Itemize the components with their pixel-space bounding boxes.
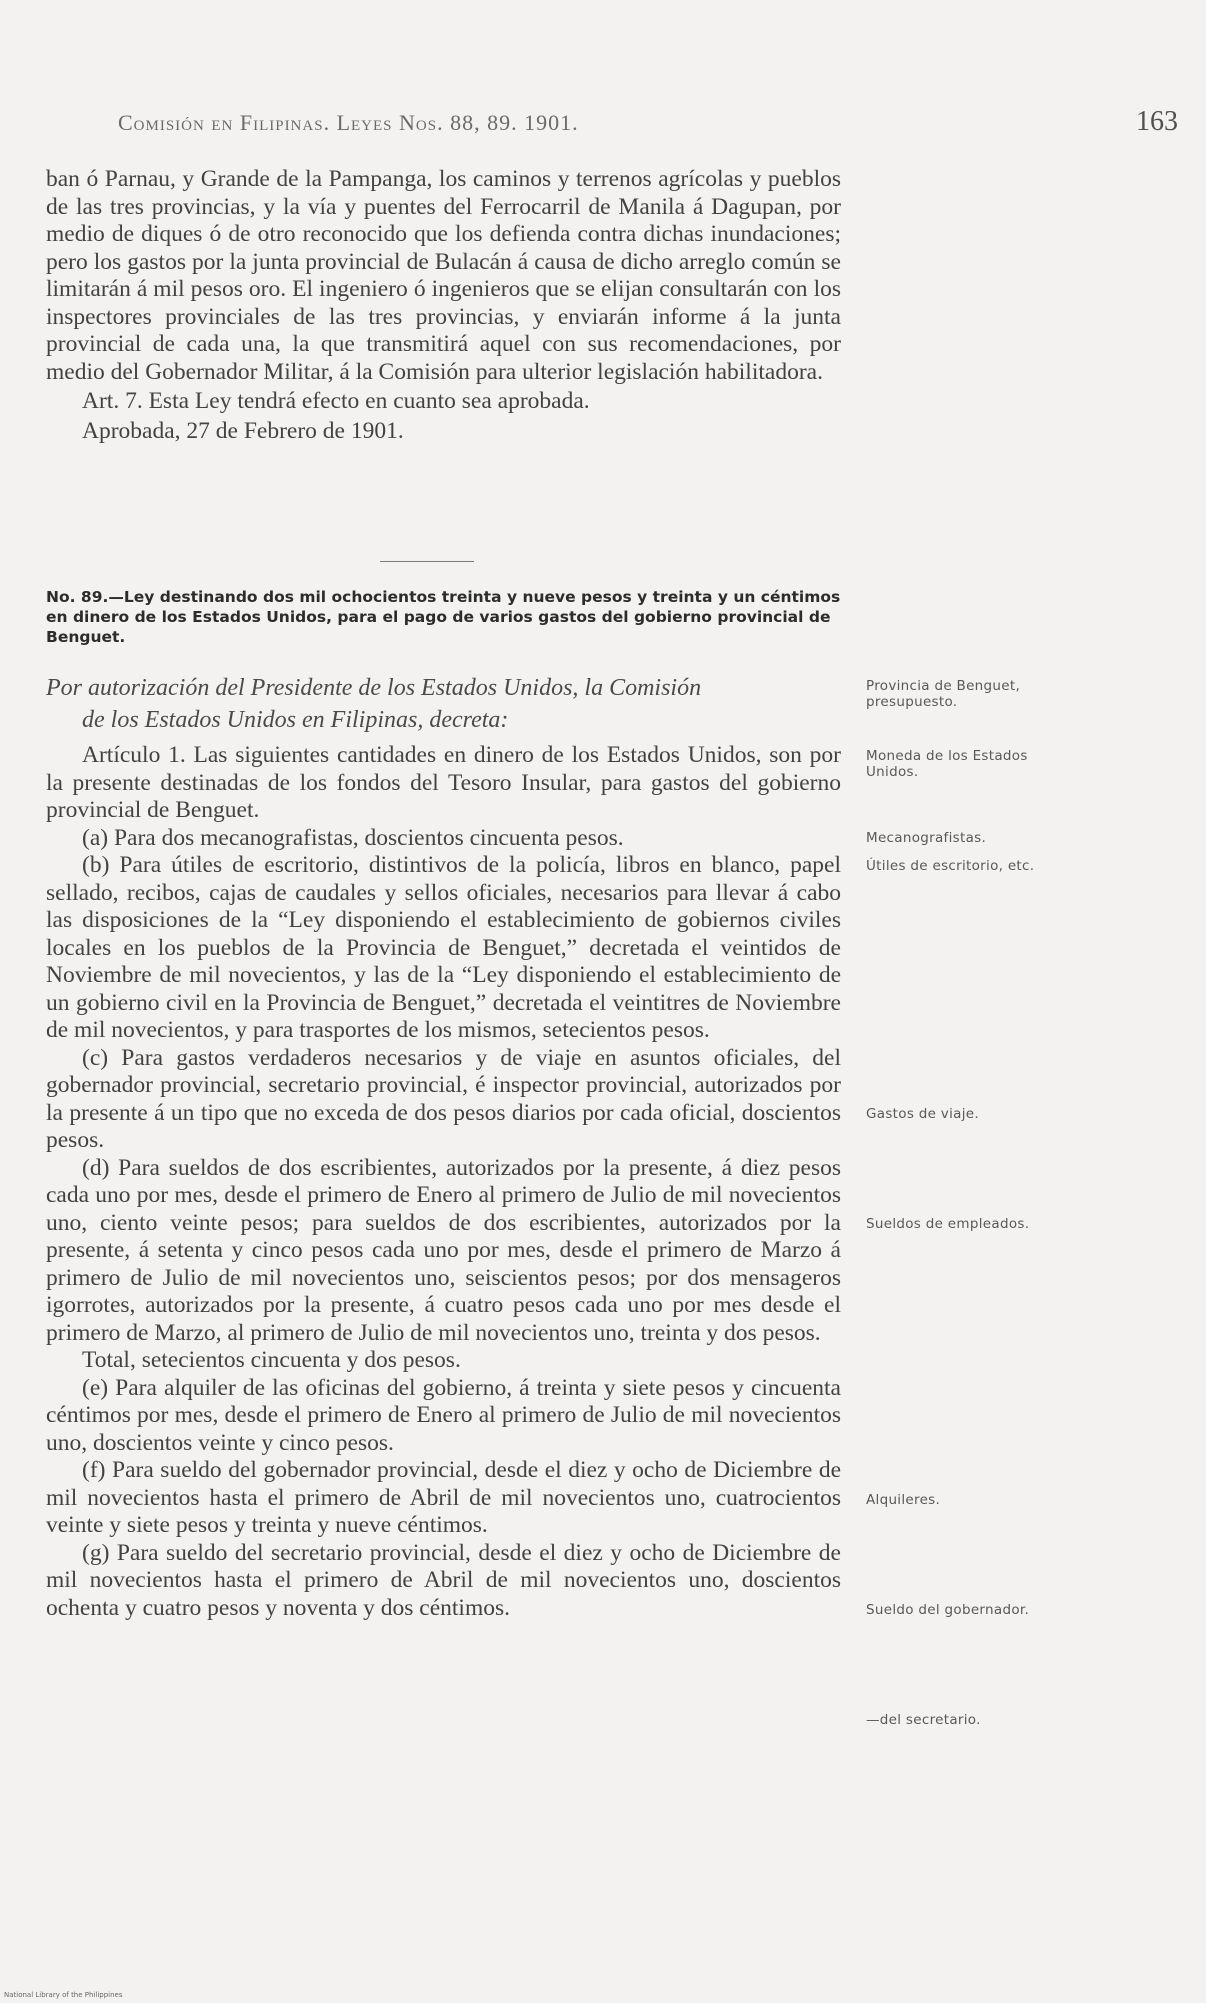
margin-note-alquileres: Alquileres. bbox=[866, 1492, 941, 1508]
item-d: (d) Para sueldos de dos escribientes, autorizados por la presente, á diez pesos cada uno por mes, desde el primero de Enero al primero de Julio de mil novecientos uno, ciento veinte pesos; para sueldos de dos escribientes, autorizados por la presente, á setenta y cinco pesos cada uno por mes, desde el primero de Marzo á primero de Julio de mil novecientos uno, seiscientos pesos; por dos mensageros igorrotes, autorizados por la presente, á cuatro pesos cada uno por mes desde el primero de Marzo, al primero de Julio de mil novecientos uno, treinta y dos pesos. bbox=[46, 1154, 841, 1346]
section-divider bbox=[380, 561, 474, 562]
margin-note-provincia: Provincia de Benguet, presupuesto. bbox=[866, 678, 1021, 710]
margin-note-utiles: Útiles de escritorio, etc. bbox=[866, 858, 1035, 874]
continuation-paragraph: ban ó Parnau, y Grande de la Pampanga, los caminos y terrenos agrícolas y pueblos de las tres provincias, y la vía y puentes del Ferrocarril de Manila á Dagupan, por medio de diques ó de otro reconocido que los defienda contra dichas inundaciones; pero los gastos por la junta provincial de Bulacán á causa de dicho arreglo común se limitarán á mil pesos oro. El ingeniero ó ingenieros que se elijan consultarán con los inspectores provinciales de las tres provincias, y enviarán informe á la junta provincial de cada una, la que transmitirá aquel con sus recomendaciones, por medio del Gobernador Militar, á la Comisión para ulterior legislación habilitadora. bbox=[46, 166, 841, 385]
item-f: (f) Para sueldo del gobernador provincial, desde el diez y ocho de Diciembre de mil novecientos hasta el primero de Abril de mil novecientos uno, cuatrocientos veinte y siete pesos y treinta y nueve céntimos. bbox=[46, 1457, 841, 1538]
scan-credit: National Library of the Philippines bbox=[4, 1991, 123, 1999]
item-g: (g) Para sueldo del secretario provincial, desde el diez y ocho de Diciembre de mil novecientos hasta el primero de Abril de mil novecientos uno, doscientos ochenta y cuatro pesos y noventa y dos céntimos. bbox=[46, 1539, 841, 1621]
continuation-block bbox=[46, 166, 841, 445]
approval-date: Aprobada, 27 de Febrero de 1901. bbox=[82, 417, 404, 444]
margin-note-del-secretario: —del secretario. bbox=[866, 1712, 981, 1728]
running-head: Comisión en Filipinas. Leyes Nos. 88, 89. 1901. bbox=[118, 110, 579, 135]
article-1: Artículo 1. Las siguientes cantidades en dinero de los Estados Unidos, son por la presente destinadas de los fondos del Tesoro Insular, para gastos del gobierno provincial de Benguet. bbox=[46, 742, 841, 823]
law-title: No. 89.—Ley destinando dos mil ochocientos treinta y nueve pesos y treinta y un céntimos en dinero de los Estados Unidos, para el pago de varios gastos del gobierno provincial de Benguet. bbox=[46, 588, 841, 646]
margin-note-moneda: Moneda de los Estados Unidos. bbox=[866, 748, 1028, 780]
page-number: 163 bbox=[1136, 106, 1178, 137]
item-e: (e) Para alquiler de las oficinas del gobierno, á treinta y siete pesos y cincuenta céntimos por mes, desde el primero de Enero al primero de Julio de mil novecientos uno, doscientos veinte y cinco pesos. bbox=[46, 1374, 841, 1456]
margin-note-sueldos-empleados: Sueldos de empleados. bbox=[866, 1216, 1030, 1232]
item-c: (c) Para gastos verdaderos necesarios y de viaje en asuntos oficiales, del gobernador provincial, secretario provincial, é inspector provincial, autorizados por la presente á un tipo que no exceda de dos pesos diarios por cada oficial, doscientos pesos. bbox=[46, 1044, 841, 1153]
enacting-clause-line-2: de los Estados Unidos en Filipinas, decreta: bbox=[82, 707, 509, 733]
margin-note-mecanografistas: Mecanografistas. bbox=[866, 830, 987, 846]
item-b: (b) Para útiles de escritorio, distintivos de la policía, libros en blanco, papel sellado, recibos, cajas de caudales y sellos oficiales, necesarios para llevar á cabo las disposiciones de la “Ley disponiendo el establecimiento de gobiernos civiles locales en los pueblos de la Provincia de Benguet,” decretada el veintidos de Noviembre de mil novecientos, y las de la “Ley disponiendo el establecimiento de un gobierno civil en la Provincia de Benguet,” decretada el veintitres de Noviembre de mil novecientos, y para trasportes de los mismos, setecientos pesos. bbox=[46, 852, 841, 1043]
law-body bbox=[46, 742, 841, 1622]
page-header bbox=[118, 104, 1178, 144]
item-a: (a) Para dos mecanografistas, doscientos cincuenta pesos. bbox=[82, 824, 624, 851]
margin-note-gastos-viaje: Gastos de viaje. bbox=[866, 1106, 979, 1122]
item-d-total: Total, setecientos cincuenta y dos pesos. bbox=[82, 1347, 461, 1373]
enacting-clause bbox=[46, 672, 841, 736]
article-7: Art. 7. Esta Ley tendrá efecto en cuanto sea aprobada. bbox=[82, 388, 590, 414]
margin-note-sueldo-gobernador: Sueldo del gobernador. bbox=[866, 1602, 1030, 1618]
enacting-clause-line-1: Por autorización del Presidente de los Estados Unidos, la Comisión bbox=[46, 675, 702, 701]
